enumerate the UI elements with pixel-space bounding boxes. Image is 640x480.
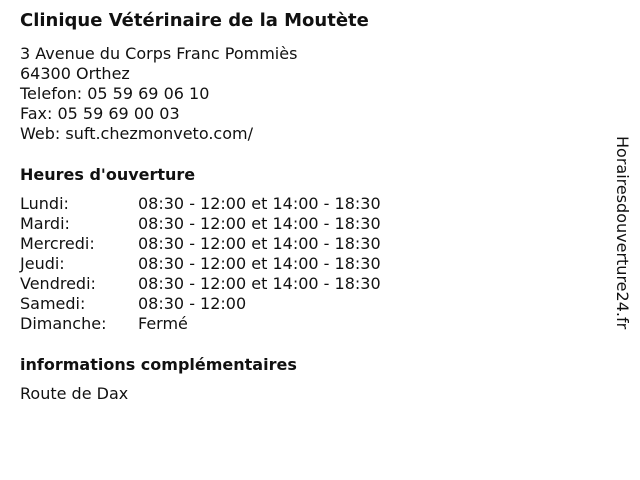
phone-number: Telefon: 05 59 69 06 10 bbox=[20, 84, 210, 103]
time-value: 08:30 - 12:00 et 14:00 - 18:30 bbox=[138, 194, 381, 213]
fax-number: Fax: 05 59 69 00 03 bbox=[20, 104, 180, 123]
additional-info-heading: informations complémentaires bbox=[20, 355, 297, 374]
address-street: 3 Avenue du Corps Franc Pommiès bbox=[20, 44, 298, 63]
time-value: 08:30 - 12:00 et 14:00 - 18:30 bbox=[138, 214, 381, 233]
time-value: Fermé bbox=[138, 314, 188, 333]
additional-info-text: Route de Dax bbox=[20, 384, 129, 403]
day-label: Dimanche: bbox=[20, 314, 107, 333]
time-value: 08:30 - 12:00 bbox=[138, 294, 247, 313]
day-label: Mercredi: bbox=[20, 234, 95, 253]
clinic-name: Clinique Vétérinaire de la Moutète bbox=[20, 10, 369, 31]
day-label: Jeudi: bbox=[20, 254, 65, 273]
site-brand: Horairesdouverture24.fr bbox=[613, 136, 632, 330]
address-city: 64300 Orthez bbox=[20, 64, 130, 83]
website: Web: suft.chezmonveto.com/ bbox=[20, 124, 253, 143]
day-label: Lundi: bbox=[20, 194, 69, 213]
clinic-contact bbox=[20, 44, 297, 144]
time-value: 08:30 - 12:00 et 14:00 - 18:30 bbox=[138, 234, 381, 253]
time-value: 08:30 - 12:00 et 14:00 - 18:30 bbox=[138, 254, 381, 273]
day-label: Samedi: bbox=[20, 294, 86, 313]
day-label: Vendredi: bbox=[20, 274, 96, 293]
day-label: Mardi: bbox=[20, 214, 70, 233]
time-value: 08:30 - 12:00 et 14:00 - 18:30 bbox=[138, 274, 381, 293]
opening-hours-heading: Heures d'ouverture bbox=[20, 165, 196, 184]
